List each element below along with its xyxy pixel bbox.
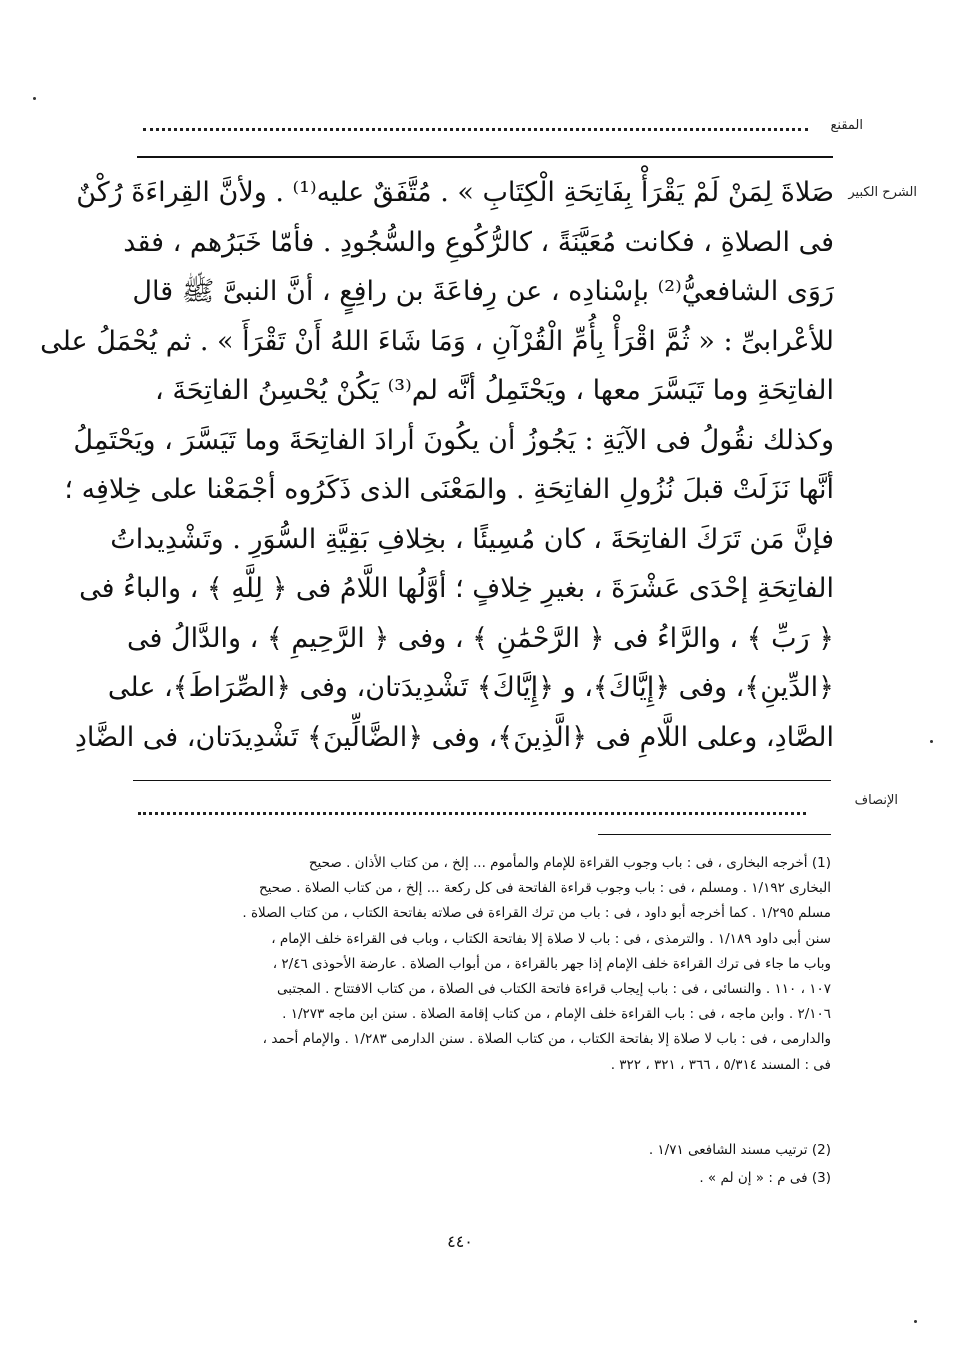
- scan-speck: [33, 97, 36, 100]
- text-line: الفاتِحَةِ إحْدَى عَشْرَةَ ، بغيرِ خِلافٍ ؛ أوَّلُها اللَّامُ فى ﴿ لِلَّهِ ﴾ ، والباءُ فى: [79, 573, 834, 604]
- text-line: فإنَّ مَن تَرَكَ الفاتِحَةَ ، كان مُسِيئًا ، بخِلافِ بَقِيَّةِ السُّوَرِ . وتَشْدِيداتُ: [110, 523, 834, 555]
- text-line: الصَّادِ، وعلى اللَّامِ فى ﴿الَّذِينَ﴾، وفى ﴿الضَّالِّينَ﴾ تَشْدِيدَتان، فى الضَّادِ: [74, 721, 834, 753]
- footnote-line: مسلم ١/٢٩٥ . كما أخرجه أبو داود ، فى : باب من ترك القراءة فى صلاته بفاتحة الكتاب ، من كتاب الصلاة .: [242, 905, 831, 922]
- footnote-line: ٢/١٠٦ . وابن ماجه ، فى : باب القراءة خلف الإمام ، من كتاب إقامة الصلاة . سنن ابن ماجه ١/٢٧٣ .: [282, 1006, 831, 1023]
- text-line: ﴿ رَبِّ ﴾ ، والرَّاءُ فى ﴿ الرَّحْمَٰنِ ﴾ ، وفى ﴿ الرَّحِيمِ ﴾ ، والدَّالُ فى: [127, 622, 834, 654]
- footnote-line: فى : المسند ٥/٣١٤ ، ٣٦٦ ، ٣٢١ ، ٣٢٢ .: [610, 1056, 831, 1073]
- footnote-line: سنن أبى داود ١/١٨٩ . والترمذى ، فى : باب لا صلاة إلا بفاتحة الكتاب ، وباب فى القراءة خلف الإمام ،: [271, 930, 831, 947]
- text-line: للأعْرابىِّ : « ثُمَّ اقْرَأْ بِأُمِّ الْقُرْآنِ ، وَمَا شَاءَ اللهُ أَنْ تَقْرَأَ » . ثم يُحْمَلُ على: [40, 325, 834, 357]
- book-label: المقنع: [830, 118, 863, 133]
- header-rule: [137, 156, 833, 158]
- footnote-line: البخارى ١/١٩٢ . ومسلم ، فى : باب وجوب قراءة الفاتحة فى كل ركعة ... إلخ ، من كتاب الصلاة . صحيح: [258, 880, 831, 897]
- scan-speck: [914, 1320, 917, 1323]
- text-line: الفاتِحَةِ وما تَيَسَّرَ معها ، ويَحْتَمِلُ أنَّه لم⁽³⁾ يَكُنْ يُحْسِنُ الفاتِحَةَ ،: [155, 375, 834, 406]
- commentary-label: الشرح الكبير: [848, 185, 917, 200]
- footnotes-block: [137, 851, 831, 1078]
- text-line: أنَّها نَزَلَتْ قبلَ نُزُولِ الفاتِحَةِ . والمَعْنَى الذى ذَكَرُوه أجْمَعْنا على خِلافِه ؛: [64, 474, 834, 505]
- footnote-3: (3) فى م : « إن لم » .: [699, 1170, 831, 1186]
- text-line: ﴿الدِّينِ﴾، وفى ﴿إِيَّاكَ﴾، و ﴿إِيَّاكَ﴾ تَشْدِيدَتان، وفى ﴿الصِّرَاطَ﴾، على: [107, 672, 834, 703]
- footnote-line: وباب ما جاء فى ترك القراءة خلف الإمام إذا جهر بالقراءة ، من أبواب الصلاة . عارضة الأحوذى ٢/٤٦ ،: [272, 955, 831, 972]
- scan-speck: [930, 740, 933, 743]
- muqni-dotted-line: [143, 128, 808, 131]
- footnote-line: والدارمى ، فى : باب لا صلاة إلا بفاتحة الكتاب ، من كتاب الصلاة . سنن الدارمى ١/٢٨٣ . والإمام أحمد ،: [262, 1031, 831, 1048]
- insaf-dotted-line: [138, 812, 806, 815]
- insaf-rule: [133, 780, 831, 781]
- page-number: ٤٤٠: [447, 1232, 473, 1251]
- footnote-rule: [598, 834, 831, 835]
- footnote-line: (1) أخرجه البخارى ، فى : باب وجوب القراءة للإمام والمأموم ... إلخ ، من كتاب الأذان . صحيح: [308, 855, 831, 871]
- insaf-label: الإنصاف: [854, 793, 898, 808]
- commentary-text: [40, 168, 834, 762]
- text-line: فى الصلاةِ ، فكانت مُعَيَّنَةً ، كالرُّكُوعِ والسُّجُودِ . فأمّا خَبَرُهم ، فقد: [123, 226, 834, 258]
- footnote-line: ١٠٧ ، ١١٠ . والنسائى ، فى : باب إيجاب قراءة فاتحة الكتاب فى الصلاة ، من كتاب الافتتاح . المجتبى: [277, 980, 831, 997]
- text-line: وكذلك نقُولُ فى الآيَةِ : يَجُوزُ أن يكُونَ أرادَ الفاتِحَةَ وما تَيَسَّرَ ، ويَحْتَمِلُ: [73, 424, 834, 456]
- footnote-2: (2) ترتيب مسند الشافعى ١/٧١ .: [648, 1142, 831, 1158]
- text-line: صَلاةَ لِمَنْ لَمْ يَقْرَأْ بِفَاتِحَةِ الْكِتَابِ » . مُتَّفَقٌ عليه⁽¹⁾ . ولأنَّ القِراءَةَ رُكْنٌ: [76, 177, 834, 208]
- text-line: رَوَى الشافعيُّ⁽²⁾ بإسْنادِه ، عن رِفاعَةَ بن رافِعٍ ، أنَّ النبىَّ ﷺ قال: [132, 276, 834, 307]
